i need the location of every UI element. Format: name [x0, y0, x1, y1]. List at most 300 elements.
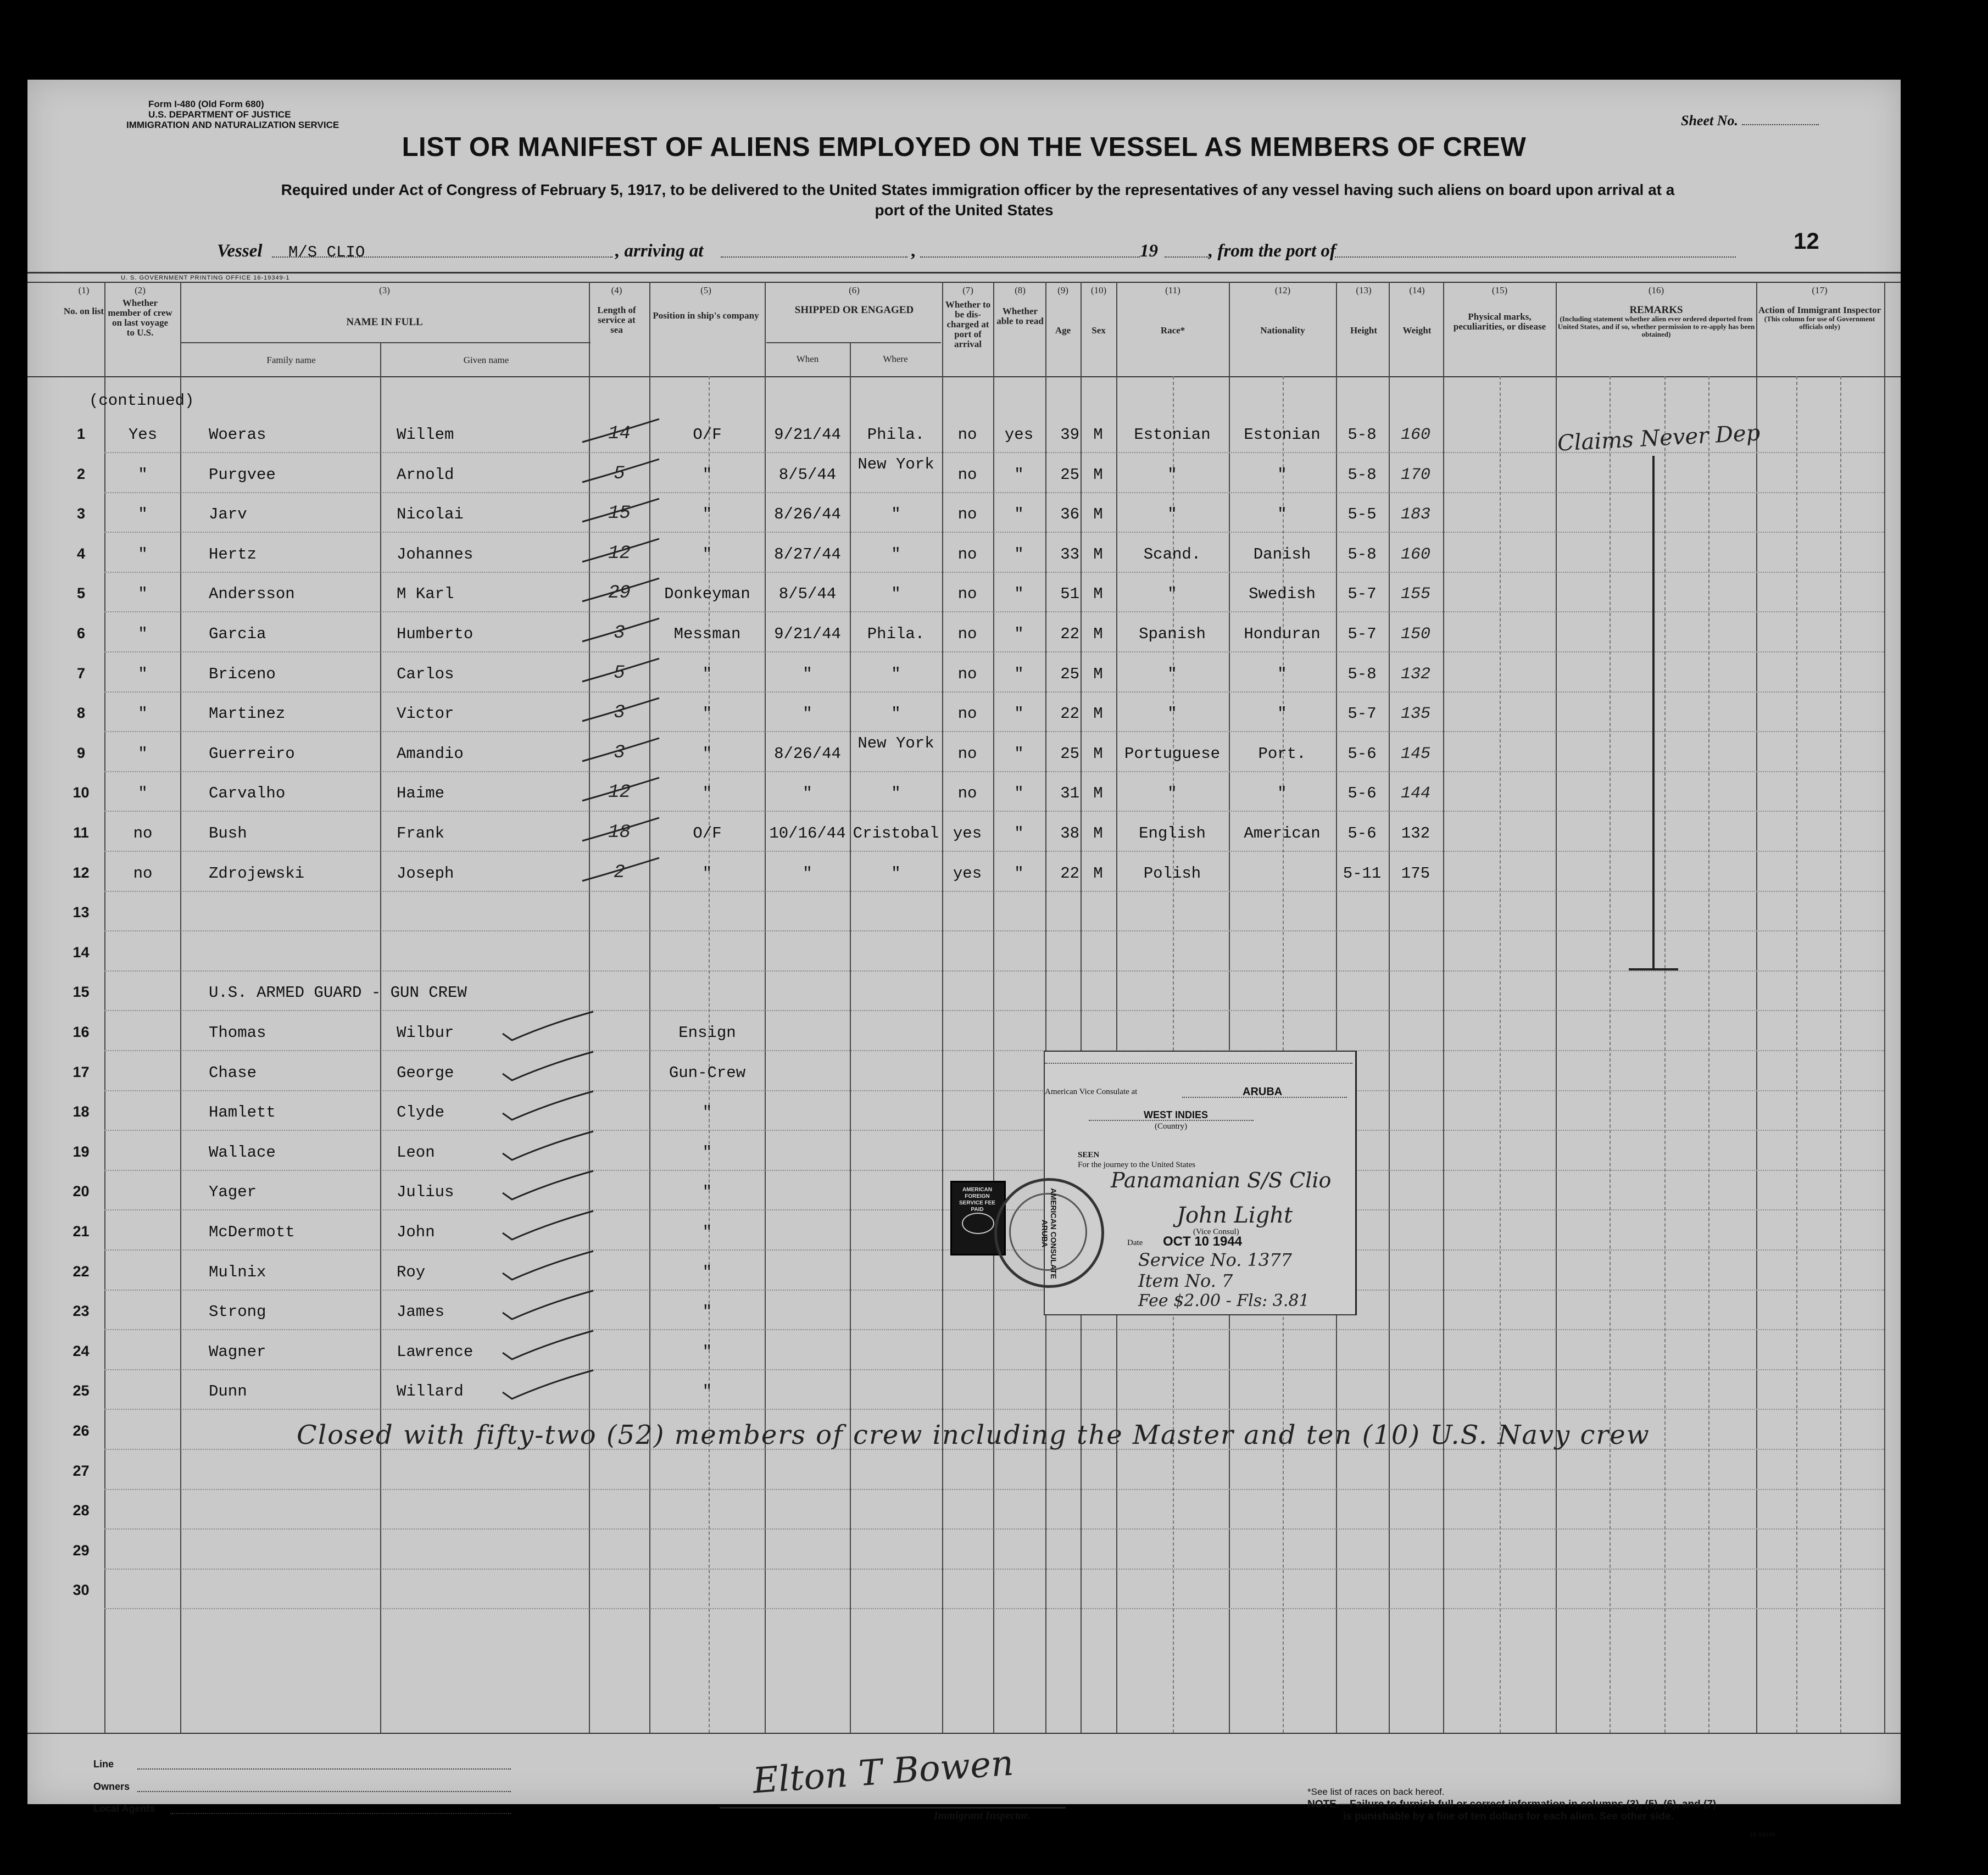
form-id-block	[126, 99, 339, 130]
col-7-header: (7) Whether to be dis-charged at port of arrival	[945, 285, 991, 349]
row-number: 9	[76, 744, 86, 761]
shipped-where: Cristobal	[853, 824, 939, 842]
weight: 144	[1400, 784, 1430, 803]
from-port-blank	[1335, 256, 1736, 258]
family-name: Andersson	[209, 585, 295, 604]
shipped-when: "	[803, 705, 812, 723]
family-name: Strong	[209, 1303, 266, 1321]
able-to-read: "	[1014, 705, 1024, 723]
check-mark	[500, 1047, 599, 1086]
sex: M	[1093, 665, 1103, 683]
position: "	[702, 465, 712, 484]
last-voyage: "	[138, 625, 148, 643]
nationality: "	[1277, 505, 1287, 524]
position: "	[702, 1103, 712, 1122]
row-number: 16	[73, 1024, 90, 1040]
pen-mark	[577, 494, 665, 527]
nationality: Port.	[1258, 744, 1306, 763]
position: Ensign	[678, 1024, 736, 1042]
shipped-when: 8/26/44	[774, 505, 841, 524]
nationality: "	[1277, 665, 1287, 683]
row-number: 4	[76, 545, 86, 562]
fee-note: Fee $2.00 - Fls: 3.81	[1138, 1291, 1310, 1310]
pen-mark	[577, 813, 665, 846]
row-divider	[104, 532, 1884, 533]
pen-mark	[577, 574, 665, 607]
discharged: no	[957, 705, 977, 723]
pen-mark	[577, 853, 665, 886]
race: "	[1167, 585, 1177, 604]
row-number: 12	[73, 864, 90, 881]
seen-label: SEEN	[1078, 1151, 1100, 1159]
form-code: 16-19349	[1750, 1832, 1775, 1838]
family-name: Mulnix	[209, 1263, 266, 1281]
age: 22	[1060, 864, 1079, 883]
shipped-when: 8/27/44	[774, 545, 841, 563]
row-divider	[104, 1290, 1884, 1291]
position: "	[702, 545, 712, 563]
given-name: Victor	[397, 705, 454, 723]
country-value: WEST INDIES	[1144, 1109, 1209, 1120]
height: 5-6	[1347, 824, 1377, 842]
height: 5-6	[1347, 784, 1377, 803]
pen-mark	[577, 773, 665, 806]
age: 51	[1060, 585, 1079, 604]
height: 5-5	[1347, 505, 1377, 524]
sex: M	[1093, 824, 1103, 842]
height: 5-8	[1347, 545, 1377, 563]
age: 31	[1060, 784, 1079, 803]
row-divider	[104, 492, 1884, 493]
penalty-note-1: NOTE.—Failure to furnish full or correct information in columns (3), (5), (6), and (7)	[1307, 1799, 1717, 1810]
age: 25	[1060, 744, 1079, 763]
consulate-label: American Vice Consulate at	[1045, 1087, 1138, 1096]
race: "	[1167, 665, 1177, 683]
check-mark	[500, 1127, 599, 1165]
check-mark	[500, 1207, 599, 1245]
service-name: IMMIGRATION AND NATURALIZATION SERVICE	[126, 120, 339, 130]
race: "	[1167, 465, 1177, 484]
row-divider	[104, 1130, 1884, 1131]
family-name: Martinez	[209, 705, 286, 723]
col-3a-header: Family name	[266, 355, 316, 365]
given-name: Frank	[397, 824, 445, 842]
discharged: no	[957, 505, 977, 524]
position: "	[702, 864, 712, 883]
row-divider	[104, 891, 1884, 892]
service-length: 15	[608, 503, 631, 524]
check-mark	[500, 1247, 599, 1285]
position: O/F	[693, 426, 722, 444]
inspector-label: Immigrant Inspector.	[934, 1810, 1031, 1822]
age: 39	[1060, 426, 1079, 444]
shipped-where: "	[891, 864, 901, 883]
remarks-bracket	[1621, 453, 1686, 980]
given-name: Amandio	[397, 744, 464, 763]
shipped-where: Phila.	[867, 426, 925, 444]
able-to-read: "	[1014, 784, 1024, 803]
nationality: Swedish	[1249, 585, 1316, 604]
height: 5-8	[1347, 665, 1377, 683]
sex: M	[1093, 426, 1103, 444]
col-6b-header: Where	[883, 354, 908, 364]
given-name: Clyde	[397, 1103, 445, 1122]
position: "	[702, 1223, 712, 1241]
col-10-header: (10) Sex	[1090, 285, 1107, 336]
nationality: Estonian	[1244, 426, 1321, 444]
last-voyage: "	[138, 465, 148, 484]
race: Scand.	[1143, 545, 1201, 563]
consular-stamp	[1044, 1051, 1357, 1315]
given-name: Haime	[397, 784, 445, 803]
country-label: (Country)	[1155, 1122, 1188, 1131]
row-divider	[104, 1569, 1884, 1570]
fee-stamp: AMERICAN FOREIGN SERVICE FEE PAID	[950, 1181, 1006, 1255]
journey-label: For the journey to the United States	[1078, 1160, 1196, 1169]
sex: M	[1093, 784, 1103, 803]
service-length: 3	[614, 623, 625, 644]
able-to-read: "	[1014, 465, 1024, 484]
family-name: Carvalho	[209, 784, 286, 803]
row-divider	[104, 572, 1884, 573]
given-name: Leon	[397, 1143, 435, 1162]
vessel-label: Vessel	[217, 241, 263, 261]
row-divider	[104, 1090, 1884, 1091]
height: 5-8	[1347, 426, 1377, 444]
shipped-when: 10/16/44	[769, 824, 846, 842]
height: 5-7	[1347, 585, 1377, 604]
shipped-where: "	[891, 585, 901, 604]
row-divider	[104, 771, 1884, 772]
remarks-handwritten: Claims Never Dep	[1557, 420, 1761, 456]
discharged: no	[957, 545, 977, 563]
pen-mark	[577, 734, 665, 767]
family-name: Jarv	[209, 505, 247, 524]
col-12-header: (12) Nationality	[1260, 285, 1305, 336]
col-3-header: (3) NAME IN FULL	[346, 285, 423, 328]
row-number: 21	[73, 1223, 90, 1240]
row-number: 3	[76, 505, 86, 522]
nationality: "	[1277, 784, 1287, 803]
sex: M	[1093, 465, 1103, 484]
nationality: Danish	[1253, 545, 1311, 563]
shipped-where: "	[891, 784, 901, 803]
weight: 132	[1400, 665, 1430, 684]
form-subtitle-1: Required under Act of Congress of February 5, 1917, to be delivered to the United States immigration officer by the representatives of any vessel having such aliens on board upon arrival at a	[281, 181, 1675, 198]
given-name: Willard	[397, 1382, 464, 1401]
row-divider	[104, 1050, 1884, 1051]
form-number: Form I-480 (Old Form 680)	[148, 99, 264, 109]
check-mark	[500, 1087, 599, 1125]
printing-office-note: U. S. GOVERNMENT PRINTING OFFICE 16-19349-1	[121, 275, 290, 281]
shipped-when: 9/21/44	[774, 625, 841, 643]
row-number: 22	[73, 1263, 90, 1280]
form-title: LIST OR MANIFEST OF ALIENS EMPLOYED ON THE VESSEL AS MEMBERS OF CREW	[402, 132, 1527, 162]
given-name: John	[397, 1223, 435, 1241]
position: "	[702, 1143, 712, 1162]
pen-mark	[577, 415, 665, 448]
height: 5-8	[1347, 465, 1377, 484]
age: 22	[1060, 705, 1079, 723]
last-voyage: "	[138, 784, 148, 803]
row-number: 10	[73, 784, 90, 801]
nationality: Honduran	[1244, 625, 1321, 643]
discharged: no	[957, 665, 977, 683]
shipped-when: 8/26/44	[774, 744, 841, 763]
weight: 160	[1400, 426, 1430, 444]
check-mark	[500, 1326, 599, 1365]
pen-mark	[577, 694, 665, 727]
row-number: 13	[73, 904, 90, 921]
col-14-header: (14) Weight	[1402, 285, 1432, 336]
able-to-read: yes	[1004, 426, 1034, 444]
row-divider	[104, 1528, 1884, 1530]
row-number: 27	[73, 1462, 90, 1479]
position: "	[702, 665, 712, 683]
row-divider	[104, 851, 1884, 852]
last-voyage: "	[138, 705, 148, 723]
row-number: 14	[73, 944, 90, 961]
age: 33	[1060, 545, 1079, 563]
race: Spanish	[1139, 625, 1206, 643]
row-divider	[104, 1369, 1884, 1370]
service-length: 12	[608, 782, 631, 803]
row-divider	[104, 691, 1884, 693]
nationality: "	[1277, 705, 1287, 723]
weight: 175	[1401, 864, 1430, 883]
sheet-number-field	[1681, 113, 1819, 129]
row-divider	[104, 1489, 1884, 1490]
family-name: Bush	[209, 824, 247, 842]
year-label: 19	[1140, 241, 1158, 261]
consular-seal: AMERICAN CONSULATE ARUBA	[994, 1178, 1104, 1288]
row-number: 26	[73, 1422, 90, 1439]
given-name: Johannes	[397, 545, 474, 563]
arriving-label: , arriving at	[615, 241, 704, 261]
service-number: Service No. 1377	[1138, 1249, 1292, 1270]
service-length: 12	[608, 543, 631, 564]
shipped-where: "	[891, 545, 901, 563]
able-to-read: "	[1014, 824, 1024, 842]
height: 5-7	[1347, 625, 1377, 643]
shipped-where: "	[891, 505, 901, 524]
col-11-header: (11) Race*	[1160, 285, 1185, 336]
row-number: 8	[76, 705, 86, 722]
row-divider	[104, 1409, 1884, 1410]
position: "	[702, 784, 712, 803]
row-number: 18	[73, 1103, 90, 1120]
weight: 160	[1400, 545, 1430, 564]
service-length: 29	[608, 583, 631, 604]
row-number: 28	[73, 1502, 90, 1519]
age: 38	[1060, 824, 1079, 842]
sex: M	[1093, 744, 1103, 763]
height: 5-11	[1343, 864, 1382, 883]
family-name: Hamlett	[209, 1103, 276, 1122]
shipped-when: 8/5/44	[778, 585, 837, 604]
able-to-read: "	[1014, 545, 1024, 563]
date-blank	[920, 256, 1140, 258]
last-voyage: "	[138, 585, 148, 604]
race: Portuguese	[1124, 744, 1221, 763]
row-number: 30	[73, 1582, 90, 1599]
weight: 145	[1400, 744, 1430, 763]
pen-mark	[577, 455, 665, 488]
family-name: Yager	[209, 1183, 257, 1202]
page-number: 12	[1794, 228, 1819, 254]
given-name: Joseph	[397, 864, 454, 883]
able-to-read: "	[1014, 864, 1024, 883]
race: Polish	[1143, 864, 1201, 883]
row-divider	[104, 1170, 1884, 1171]
vessel-name: M/S CLIO	[288, 243, 365, 261]
inspector-signature: Elton T Bowen	[751, 1743, 1015, 1802]
family-name: Guerreiro	[209, 744, 295, 763]
family-name: Hertz	[209, 545, 257, 563]
family-name: Zdrojewski	[209, 864, 305, 883]
weight: 150	[1400, 625, 1430, 644]
vessel-handwritten: Panamanian S/S Clio	[1111, 1168, 1332, 1192]
discharged: yes	[953, 824, 982, 842]
able-to-read: "	[1014, 665, 1024, 683]
last-voyage: no	[133, 864, 153, 883]
last-voyage: Yes	[128, 426, 158, 444]
check-mark	[500, 1286, 599, 1325]
col-5-header: (5) Position in ship's company	[653, 285, 759, 321]
year-blank	[1165, 256, 1209, 258]
service-length: 18	[608, 822, 631, 843]
row-number: 24	[73, 1342, 90, 1359]
race: "	[1167, 505, 1177, 524]
last-voyage: "	[138, 545, 148, 563]
service-length: 3	[614, 702, 625, 724]
shipped-where: "	[891, 665, 901, 683]
row-number: 7	[76, 665, 86, 682]
given-name: Willem	[397, 426, 454, 444]
family-name: Dunn	[209, 1382, 247, 1401]
family-name: Purgvee	[209, 465, 276, 484]
race: "	[1167, 705, 1177, 723]
weight: 155	[1400, 585, 1430, 604]
given-name: Lawrence	[397, 1342, 474, 1361]
last-voyage: "	[138, 665, 148, 683]
given-name: Julius	[397, 1183, 454, 1202]
height: 5-7	[1347, 705, 1377, 723]
form-subtitle-2: port of the United States	[875, 202, 1054, 219]
date-label: Date	[1127, 1238, 1143, 1247]
consulate-place: ARUBA	[1243, 1086, 1283, 1098]
item-number: Item No. 7	[1138, 1270, 1233, 1291]
col-6a-header: When	[796, 354, 819, 364]
pen-mark	[577, 534, 665, 567]
check-mark	[500, 1007, 599, 1046]
row-divider	[104, 1010, 1884, 1011]
last-voyage: no	[133, 824, 153, 842]
col-13-header: (13) Height	[1350, 285, 1378, 336]
row-divider	[104, 731, 1884, 732]
sex: M	[1093, 625, 1103, 643]
manifest-sheet: Form I-480 (Old Form 680) U.S. DEPARTMENT OF JUSTICE IMMIGRATION AND NATURALIZATION SERVICE Sheet No. LIST OR MANIFEST OF ALIENS EMPLOYED ON THE VESSEL AS MEMBERS OF CREW Required under Act of Congress of February 5, 1917, to be delivered to the United States immigration officer by the representatives of any vessel having such aliens on board upon arrival at a port of the United States Vessel M/S CLIO , arriving at , 19 , from the port of 12 U. S. GOVERNMENT PRINTING OFFICE 16-19349-1 (1) No. on list (2) Whether member of crew on last voyage to U.S. (3) NAME IN FULL Family name Given name (4) Length of service at sea (5) Position in ship's company (6) SHIPPED OR ENGAGED When Where (7) Whether to be dis-charged at port of arrival (8) Whether able to read (9) Age (10) Sex (11) Race* (12) Nationality (13) Height (14) Weight (15) Physical marks, peculiarities, or disease (16) REMARKS (Including statement whether alien ever ordered deported from United States, and if so, whether permission to re-apply has been obtained) (17) Action of Immigrant Inspector (This column for use of Government officials only) (continued) 1 Yes Woeras Willem 14 O/F 9/21/44 Phila. no yes 39 M Estonian Estonian 5-8 160 2 " Purgvee Arnold 5 " 8/5/44 New York no " 25 M " " 5-8 170 3 " Jarv Nicolai 15 " 8/26/44 " no " 36 M " " 5-5 183 4 " Hertz Johannes 12 " 8/27/44 " no " 33 M Scand. Danish 5-8 160 5 " Andersson M Karl 29 Donkeyman 8/5/44 " no " 51 M " Swedish 5-7 155 6 " Garcia Humberto 3 Messman 9/21/44 Phila. no " 22 M Spanish Honduran 5-7 150 7 " Briceno Carlos 5 " " " no " 25 M " " 5-8 132 8 " Martinez Victor 3 " " " no " 22 M " " 5-7 135 9 " Guerreiro Amandio 3 " 8/26/44 New York no " 25 M Portuguese Port. 5-6 145 10 " Carvalho Haime 12 " " " no " 31 M " " 5-6 144 11 no Bush Frank 18 O/F 10/16/44 Cristobal yes " 38 M English American 5-6 132 12 no Zdrojewski Joseph 2 " " " yes " 22 M Polish 5-11 175 13 14 15 U.S. ARMED GUARD - GUN CREW 16 Thomas Wilbur Ensign 17 Chase George Gun-Crew 18 Hamlett Clyde " 19 Wallace Leon " 20 Yager Julius " 21 McDermott John " 22 Mulnix Roy " 23 Strong James " 24 Wagner Lawrence " 25 Dunn Willard " 26 27 28 29 30 Claims Never Dep Closed with fifty-two (52) members of crew including the Master and ten (10) U.S. Navy crew American Vice Consulate at ARUBA WEST INDIES (Country) SEEN For the journey to the United States Panamanian S/S Clio John Light (Vice Consul) Date OCT 10 1944 Service No. 1377 Item No. 7 Fee $2.00 - Fls: 3.81 AMERICAN FOREIGN SERVICE FEE PAID AMERICAN CONSULATE ARUBA Line Owners Local Agents Elton T Bowen Immigrant Inspector. *See list of races on back hereof. NOTE.—Failure to furnish full or correct information in columns (3), (5), (6), and (7) is punishable by a fine of ten dollars for each alien. See other side. 16-19349	[27, 80, 1901, 1804]
service-length: 5	[614, 463, 625, 484]
last-voyage: "	[138, 744, 148, 763]
race: "	[1167, 784, 1177, 803]
age: 36	[1060, 505, 1079, 524]
row-number: 25	[73, 1382, 90, 1399]
line-label: Line	[93, 1759, 114, 1770]
shipped-where: New York	[857, 734, 934, 752]
position: Messman	[673, 625, 741, 643]
position: "	[702, 1303, 712, 1321]
family-name: Thomas	[209, 1024, 266, 1042]
shipped-where: New York	[857, 455, 934, 473]
position: Gun-Crew	[669, 1063, 746, 1082]
row-divider	[104, 611, 1884, 612]
family-name: Chase	[209, 1063, 257, 1082]
check-mark	[500, 1167, 599, 1205]
able-to-read: "	[1014, 625, 1024, 643]
closing-note: Closed with fifty-two (52) members of crew including the Master and ten (10) U.S. Navy crew	[297, 1420, 1650, 1450]
row-divider	[104, 811, 1884, 812]
races-note: *See list of races on back hereof.	[1307, 1787, 1445, 1797]
col-15-header: (15) Physical marks, peculiarities, or disease	[1453, 285, 1546, 332]
able-to-read: "	[1014, 585, 1024, 604]
sex: M	[1093, 505, 1103, 524]
discharged: no	[957, 465, 977, 484]
family-name: McDermott	[209, 1223, 295, 1241]
given-name: Wilbur	[397, 1024, 454, 1042]
position: "	[702, 1263, 712, 1281]
service-length: 5	[614, 662, 625, 684]
sex: M	[1093, 545, 1103, 563]
consul-signature-label: (Vice Consul)	[1193, 1227, 1239, 1236]
penalty-note-2: is punishable by a fine of ten dollars for each alien. See other side.	[1343, 1811, 1674, 1822]
shipped-where: "	[891, 705, 901, 723]
weight: 132	[1401, 824, 1430, 842]
given-name: Nicolai	[397, 505, 464, 524]
from-port-label: , from the port of	[1209, 241, 1336, 261]
family-name: Wagner	[209, 1342, 266, 1361]
sex: M	[1093, 585, 1103, 604]
sheet-label: Sheet No.	[1681, 113, 1738, 129]
service-length: 14	[608, 423, 631, 444]
stamp-date: OCT 10 1944	[1163, 1234, 1243, 1249]
department-name: U.S. DEPARTMENT OF JUSTICE	[148, 109, 291, 120]
row-number: 20	[73, 1183, 90, 1200]
discharged: no	[957, 426, 977, 444]
shipped-when: 9/21/44	[774, 426, 841, 444]
shipped-when: "	[803, 864, 812, 883]
height: 5-6	[1347, 744, 1377, 763]
col-9-header: (9) Age	[1055, 285, 1071, 336]
service-length: 3	[614, 742, 625, 763]
shipped-when: 8/5/44	[778, 465, 837, 484]
position: "	[702, 505, 712, 524]
row-number: 17	[73, 1063, 90, 1080]
given-name: Humberto	[397, 625, 474, 643]
given-name: Arnold	[397, 465, 454, 484]
able-to-read: "	[1014, 744, 1024, 763]
col-2-header: (2) Whether member of crew on last voyage to U.S.	[108, 285, 172, 338]
row-number: 1	[76, 426, 86, 442]
row-number: 6	[76, 625, 86, 641]
pen-mark	[577, 614, 665, 647]
weight: 135	[1400, 705, 1430, 724]
row-number: 19	[73, 1143, 90, 1160]
col-8-header: (8) Whether able to read	[996, 285, 1044, 326]
sex: M	[1093, 705, 1103, 723]
position: Donkeyman	[664, 585, 750, 604]
position: "	[702, 1342, 712, 1361]
